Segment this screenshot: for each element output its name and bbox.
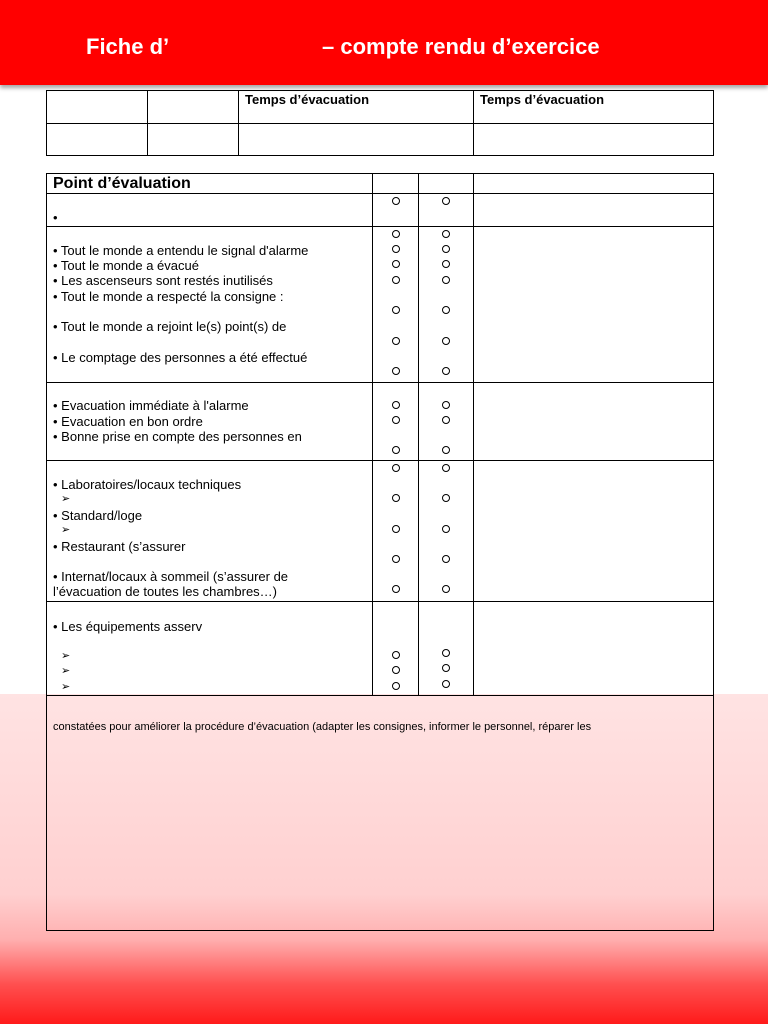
header-cell-empty <box>373 174 419 194</box>
evacuation-time-table <box>46 90 714 156</box>
comment-cell[interactable] <box>474 461 714 602</box>
radio-circle[interactable] <box>392 416 400 424</box>
criterion-line: • Restaurant (s’assurer <box>53 539 186 554</box>
radio-circle[interactable] <box>392 525 400 533</box>
radio-circle[interactable] <box>442 494 450 502</box>
comment-cell[interactable] <box>474 383 714 461</box>
arrow-icon: ➢ <box>61 665 71 677</box>
radio-circle[interactable] <box>392 197 400 205</box>
radio-circle[interactable] <box>392 585 400 593</box>
radio-circle[interactable] <box>392 666 400 674</box>
radio-circle[interactable] <box>442 337 450 345</box>
criterion-line: • Le comptage des personnes a été effectué <box>53 350 308 365</box>
radio-circle[interactable] <box>442 197 450 205</box>
radio-circle[interactable] <box>442 260 450 268</box>
radio-circle[interactable] <box>442 245 450 253</box>
radio-circle[interactable] <box>392 682 400 690</box>
top-cell-input[interactable] <box>148 124 239 156</box>
radio-circle[interactable] <box>392 230 400 238</box>
comment-cell[interactable] <box>474 194 714 227</box>
radio-circle[interactable] <box>392 464 400 472</box>
criterion-line: l’évacuation de toutes les chambres…) <box>53 584 278 599</box>
radio-circle[interactable] <box>392 651 400 659</box>
radio-circle[interactable] <box>392 367 400 375</box>
no-column <box>419 602 474 696</box>
radio-circle[interactable] <box>392 446 400 454</box>
arrow-icon: ➢ <box>61 681 71 693</box>
criterion-line: • Evacuation en bon ordre <box>53 414 203 429</box>
no-column <box>419 461 474 602</box>
evacuation-time-header: Temps d’évacuation <box>474 91 714 124</box>
radio-circle[interactable] <box>392 337 400 345</box>
radio-circle[interactable] <box>442 680 450 688</box>
evacuation-time-header: Temps d’évacuation <box>239 91 474 124</box>
yes-column <box>373 194 419 227</box>
section2-text <box>47 227 373 383</box>
criterion-line: • Tout le monde a respecté la consigne : <box>53 289 284 304</box>
radio-circle[interactable] <box>442 555 450 563</box>
arrow-icon: ➢ <box>61 650 71 662</box>
criterion-line: • Tout le monde a rejoint le(s) point(s) de <box>53 319 287 334</box>
criterion-line: • Evacuation immédiate à l'alarme <box>53 398 249 413</box>
criterion-line: • Bonne prise en compte des personnes en <box>53 429 302 444</box>
top-cell-empty <box>47 91 148 124</box>
criterion-line: • Standard/loge <box>53 508 143 523</box>
yes-column <box>373 227 419 383</box>
radio-circle[interactable] <box>392 245 400 253</box>
header-cell-empty <box>419 174 474 194</box>
evaluation-table <box>46 173 714 931</box>
radio-circle[interactable] <box>442 649 450 657</box>
top-cell-empty <box>148 91 239 124</box>
section1-text <box>47 194 373 227</box>
radio-circle[interactable] <box>392 276 400 284</box>
criterion-line: • Tout le monde a évacué <box>53 258 199 273</box>
arrow-icon: ➢ <box>61 524 71 536</box>
radio-circle[interactable] <box>392 555 400 563</box>
criterion-line: • Internat/locaux à sommeil (s’assurer de <box>53 569 289 584</box>
no-column <box>419 227 474 383</box>
yes-column <box>373 602 419 696</box>
section5-text <box>47 602 373 696</box>
criterion-line: • Les ascenseurs sont restés inutilisés <box>53 273 273 288</box>
radio-circle[interactable] <box>442 416 450 424</box>
radio-circle[interactable] <box>442 446 450 454</box>
radio-circle[interactable] <box>442 230 450 238</box>
page-header <box>0 0 768 85</box>
section3-text <box>47 383 373 461</box>
radio-circle[interactable] <box>442 664 450 672</box>
radio-circle[interactable] <box>442 525 450 533</box>
arrow-icon: ➢ <box>61 493 71 505</box>
improvement-comments[interactable]: constatées pour améliorer la procédure d’évacuation (adapter les consignes, informer le personnel, réparer les <box>47 696 714 931</box>
no-column <box>419 194 474 227</box>
radio-circle[interactable] <box>442 367 450 375</box>
top-cell-input[interactable] <box>47 124 148 156</box>
yes-column <box>373 383 419 461</box>
criterion-line: • Tout le monde a entendu le signal d'alarme <box>53 243 309 258</box>
radio-circle[interactable] <box>392 494 400 502</box>
radio-circle[interactable] <box>442 276 450 284</box>
radio-circle[interactable] <box>442 585 450 593</box>
comment-cell[interactable] <box>474 227 714 383</box>
radio-circle[interactable] <box>442 401 450 409</box>
yes-column <box>373 461 419 602</box>
no-column <box>419 383 474 461</box>
criterion-line: • Laboratoires/locaux techniques <box>53 477 242 492</box>
radio-circle[interactable] <box>392 401 400 409</box>
evacuation-time-value[interactable] <box>239 124 474 156</box>
section4-text <box>47 461 373 602</box>
header-title-part2: – compte rendu d’exercice <box>322 34 600 59</box>
header-title-part1: Fiche d’ <box>86 34 170 59</box>
radio-circle[interactable] <box>442 464 450 472</box>
evaluation-title: Point d’évaluation <box>47 174 373 194</box>
radio-circle[interactable] <box>392 260 400 268</box>
radio-circle[interactable] <box>442 306 450 314</box>
bullet: • <box>53 210 58 225</box>
comment-cell[interactable] <box>474 602 714 696</box>
header-cell-empty <box>474 174 714 194</box>
criterion-line: • Les équipements asserv <box>53 619 203 634</box>
radio-circle[interactable] <box>392 306 400 314</box>
evacuation-time-value[interactable] <box>474 124 714 156</box>
